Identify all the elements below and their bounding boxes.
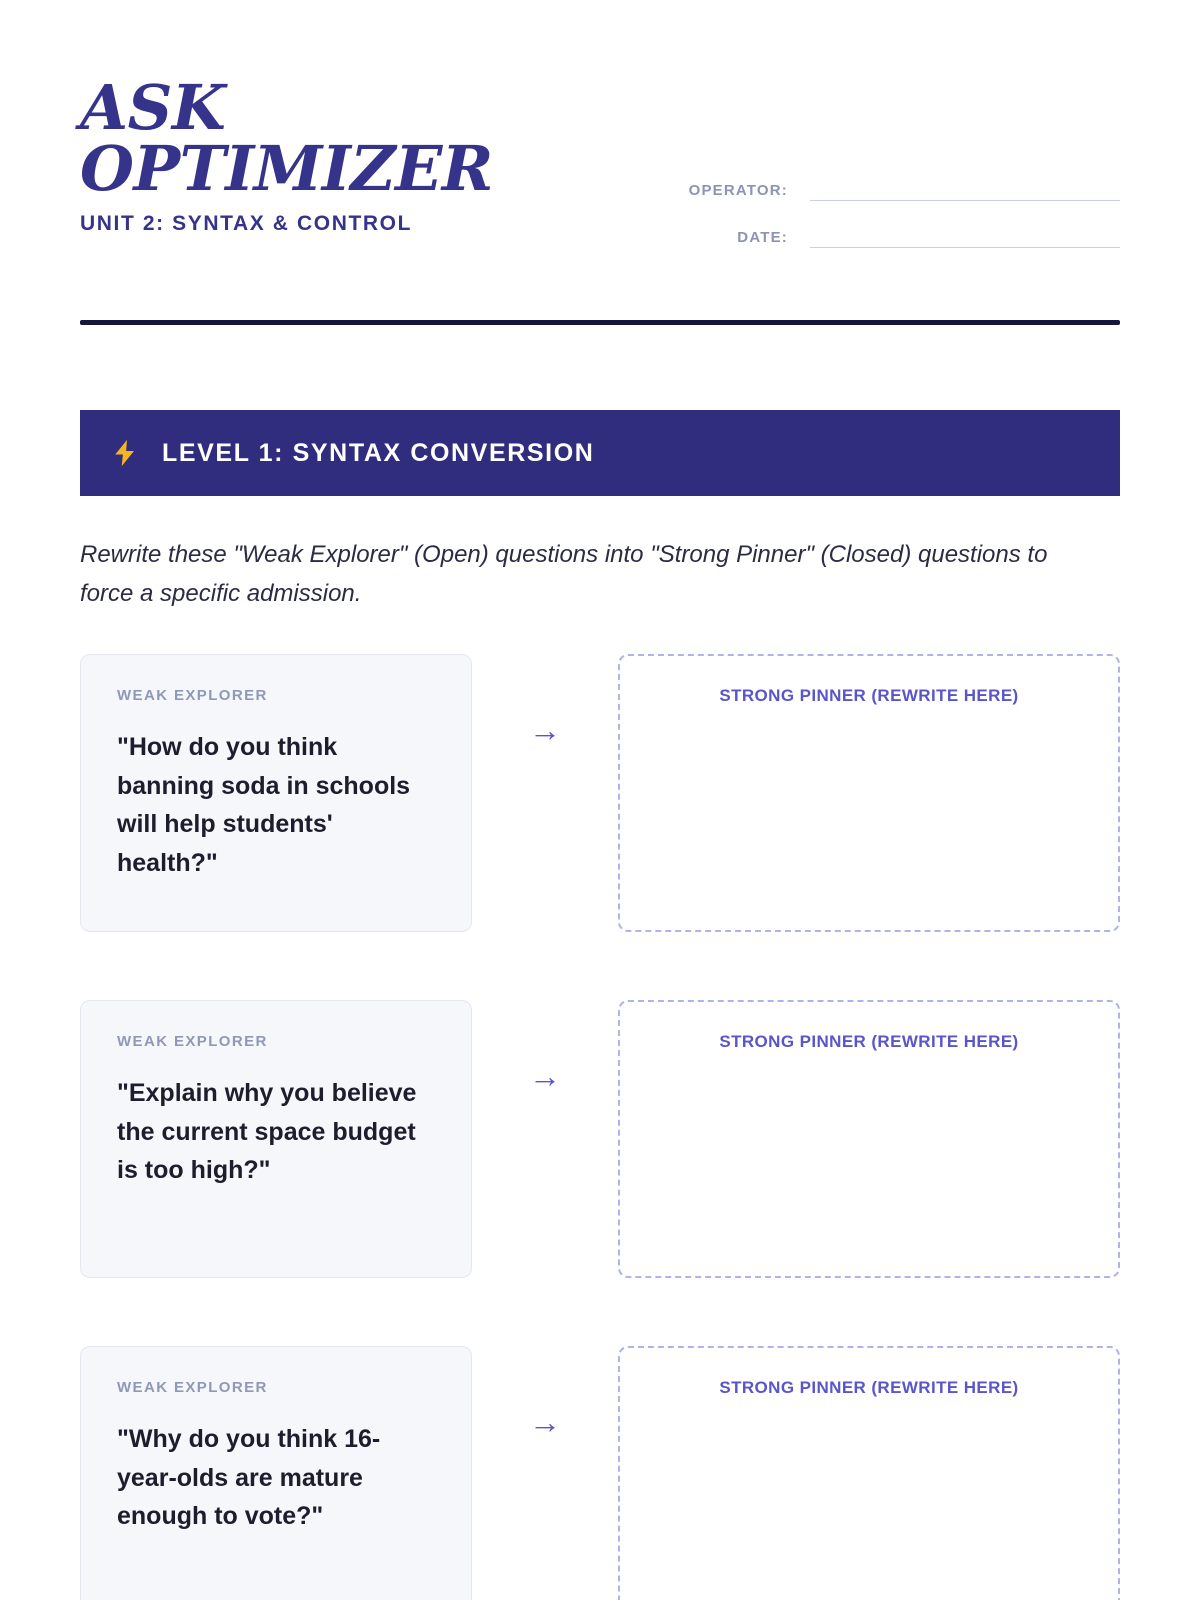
arrow-cell [472,1000,618,1278]
weak-explorer-question: "Explain why you believe the current space budget is too high?" [117,1078,417,1185]
level-banner [80,410,1120,496]
date-field-row [660,229,1120,248]
operator-field-row [660,182,1120,201]
strong-pinner-answer-box[interactable] [618,654,1120,932]
exercise-row [80,1346,1120,1600]
brand-block [80,71,640,236]
arrow-right-icon: → [529,1403,561,1440]
meta-fields [660,78,1120,276]
header-divider [80,320,1120,325]
strong-pinner-label: STRONG PINNER (REWRITE HERE) [719,1031,1019,1051]
unit-subtitle: UNIT 2: SYNTAX & CONTROL [80,211,413,235]
strong-pinner-label: STRONG PINNER (REWRITE HERE) [719,1377,1019,1397]
exercise-list [80,654,1120,1600]
weak-explorer-label: WEAK EXPLORER [117,1032,268,1050]
exercise-row [80,654,1120,932]
arrow-cell [472,654,618,932]
operator-input-line[interactable] [810,200,1120,201]
arrow-cell [472,1346,618,1600]
date-label: DATE: [737,229,788,246]
level-title: LEVEL 1: SYNTAX CONVERSION [162,438,595,467]
page-title [80,71,640,205]
strong-pinner-answer-box[interactable] [618,1000,1120,1278]
instructions-text: Rewrite these "Weak Explorer" (Open) questions into "Strong Pinner" (Closed) questions to force a specific admission. [80,541,1048,607]
weak-explorer-question: "Why do you think 16-year-olds are mature enough to vote?" [117,1424,381,1531]
strong-pinner-label: STRONG PINNER (REWRITE HERE) [719,685,1019,705]
worksheet-header [80,0,1120,276]
arrow-right-icon: → [529,1057,561,1094]
bolt-icon [108,436,142,470]
weak-explorer-question: "How do you think banning soda in schools will help students' health?" [117,732,411,877]
weak-explorer-label: WEAK EXPLORER [117,686,268,704]
weak-explorer-card [80,654,472,932]
date-input-line[interactable] [810,247,1120,248]
strong-pinner-answer-box[interactable] [618,1346,1120,1600]
weak-explorer-card [80,1346,472,1600]
weak-explorer-label: WEAK EXPLORER [117,1378,268,1396]
brand-line-1: ASK [80,71,226,144]
weak-explorer-card [80,1000,472,1278]
exercise-row [80,1000,1120,1278]
operator-label: OPERATOR: [688,182,788,199]
arrow-right-icon: → [529,711,561,748]
brand-line-2: OPTIMIZER [80,131,493,205]
